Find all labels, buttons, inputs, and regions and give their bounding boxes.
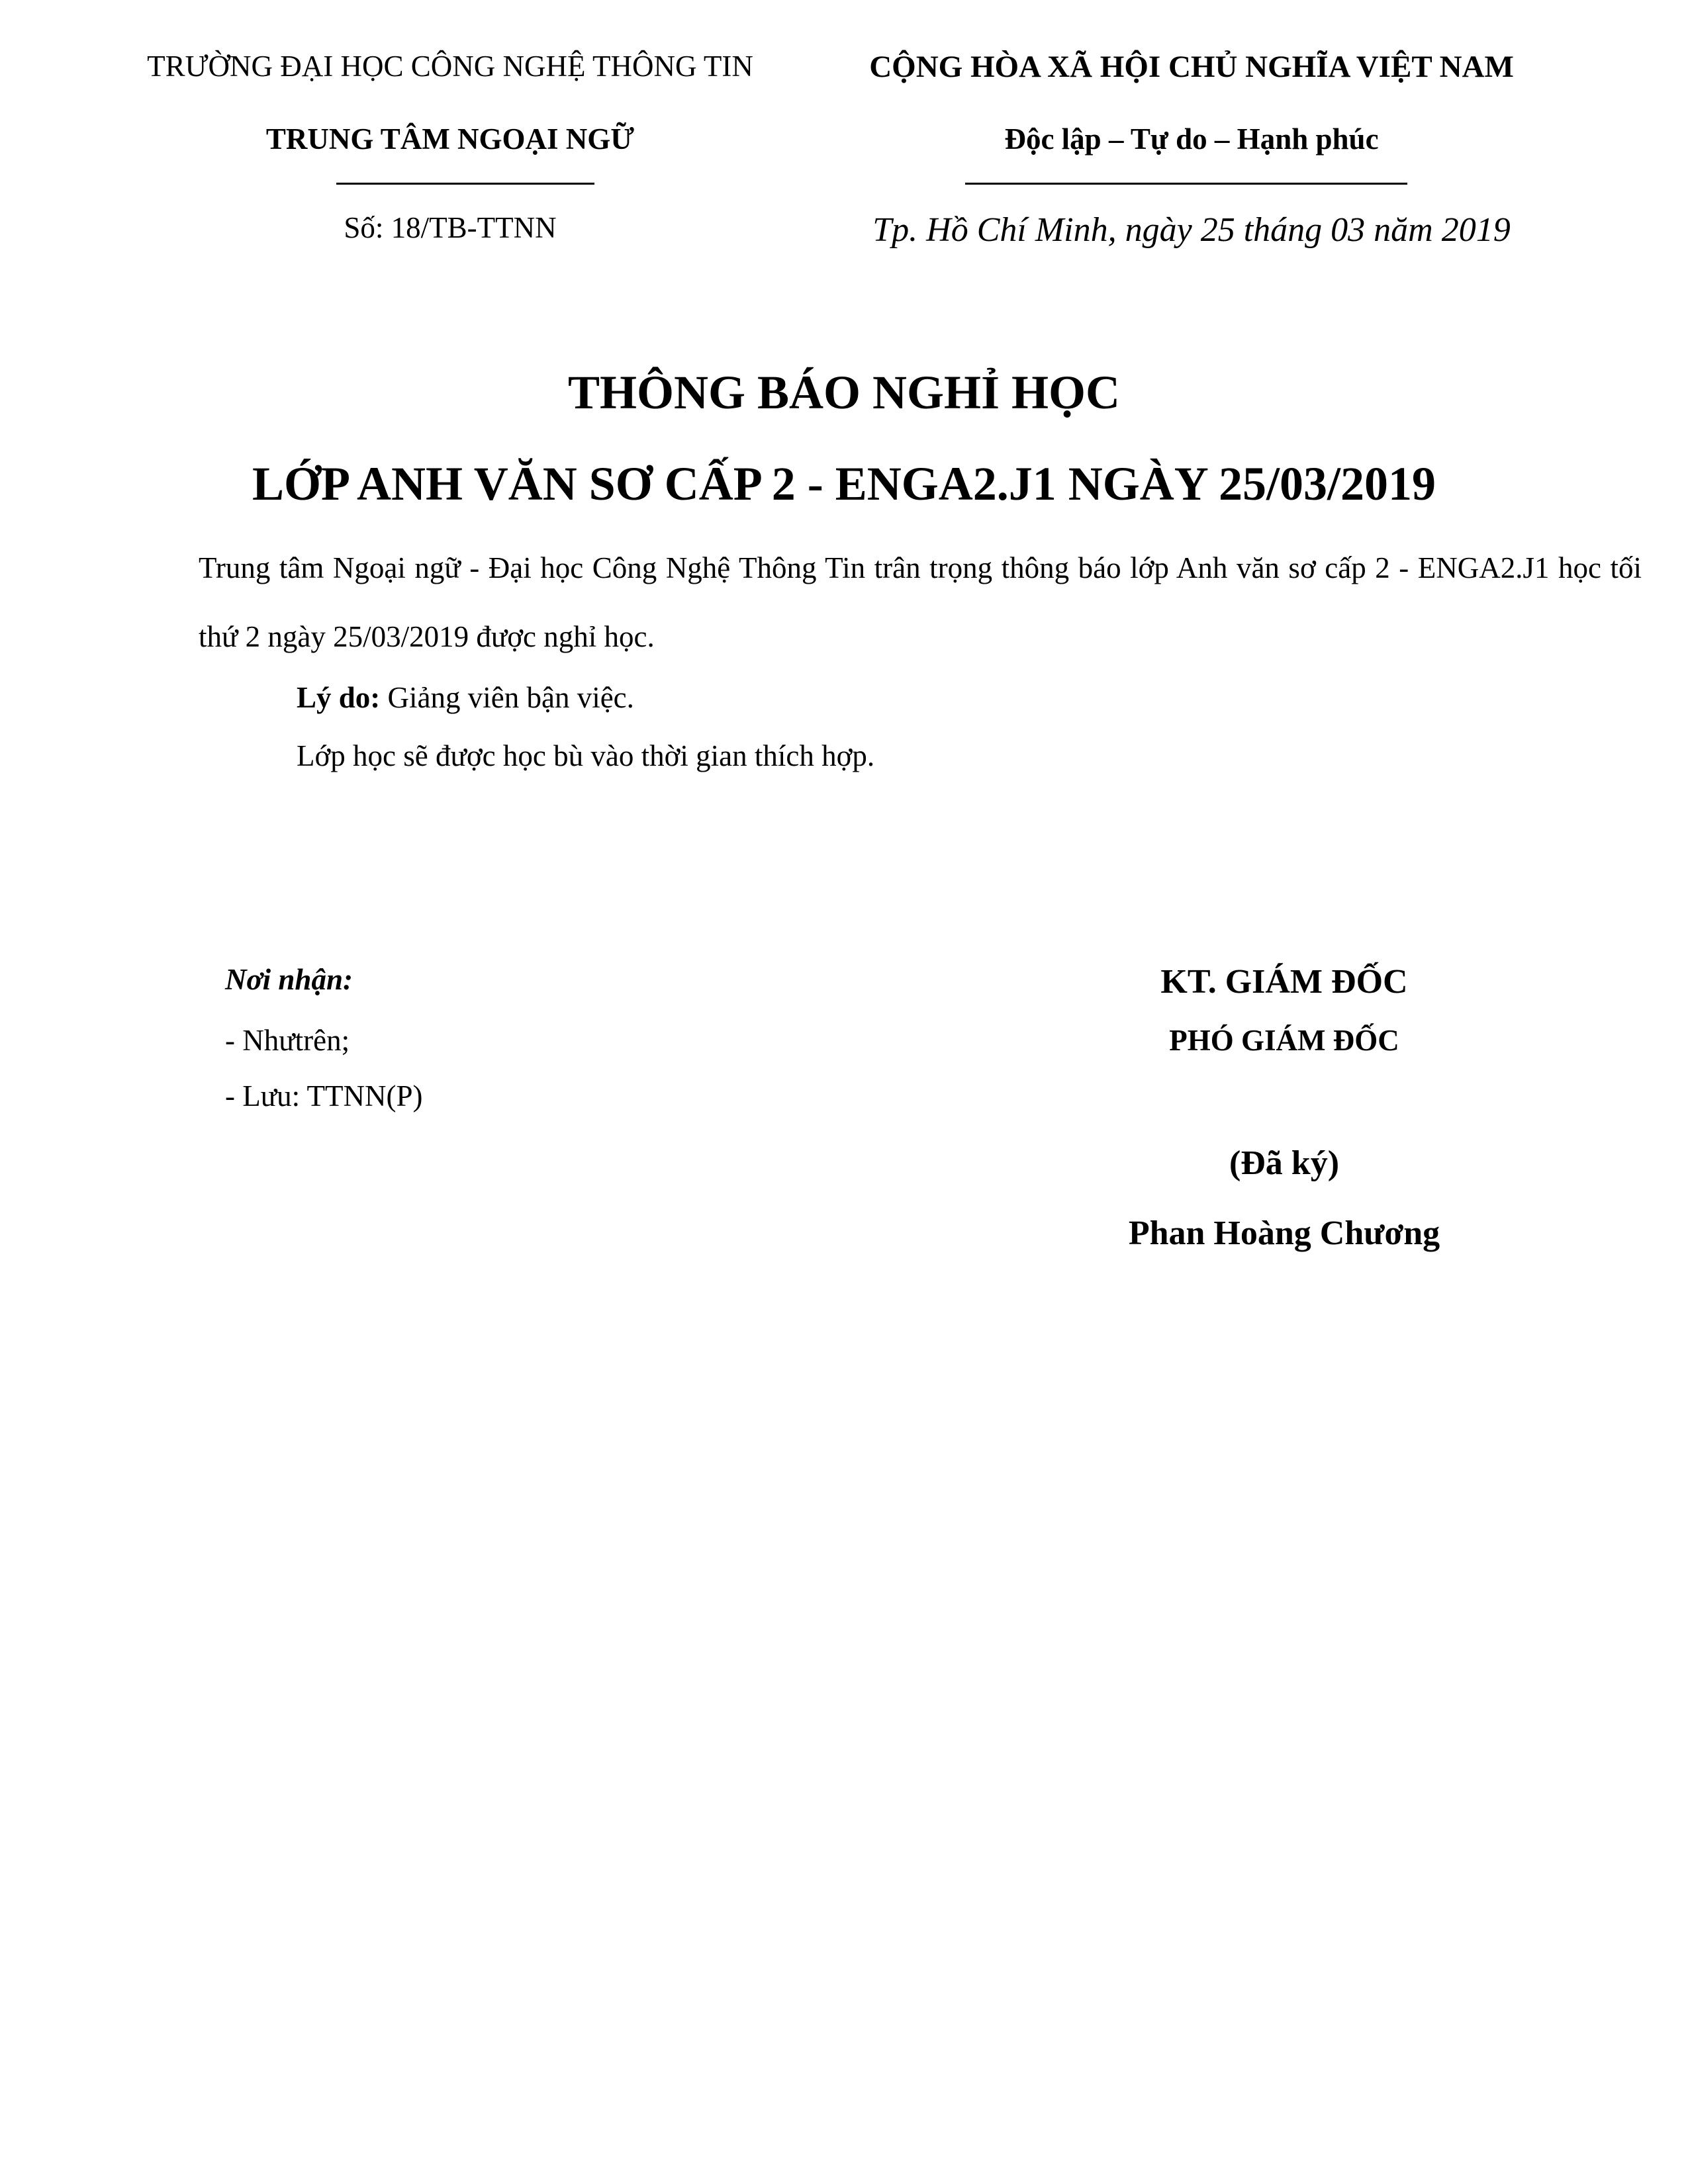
reason-line — [297, 680, 634, 715]
document-title: THÔNG BÁO NGHỈ HỌC — [567, 366, 1121, 419]
school-name: TRƯỜNG ĐẠI HỌC CÔNG NGHỆ THÔNG TIN — [147, 50, 753, 83]
signature-status: (Đã ký) — [1229, 1144, 1340, 1182]
recipient-item: - Nhưtrên; — [225, 1024, 350, 1057]
center-name: TRUNG TÂM NGOẠI NGỮ — [265, 122, 635, 156]
signer-title-secondary: PHÓ GIÁM ĐỐC — [1169, 1024, 1399, 1057]
org-underline-divider — [336, 183, 594, 185]
makeup-notice: Lớp học sẽ được học bù vào thời gian thích hợp. — [297, 739, 875, 772]
recipient-item: - Lưu: TTNN(P) — [225, 1079, 423, 1113]
document-number: Số: 18/TB-TTNN — [344, 211, 557, 244]
signer-name: Phan Hoàng Chương — [1128, 1214, 1440, 1252]
signer-title-primary: KT. GIÁM ĐỐC — [1160, 963, 1408, 1001]
nation-name: CỘNG HÒA XÃ HỘI CHỦ NGHĨA VIỆT NAM — [869, 50, 1514, 84]
reason-label: Lý do: — [297, 681, 381, 714]
motto-underline-divider — [965, 183, 1407, 185]
recipients-label: Nơi nhận: — [225, 963, 353, 996]
reason-text: Giảng viên bận việc. — [380, 681, 634, 714]
body-paragraph: Trung tâm Ngoại ngữ - Đại học Công Nghệ Thông Tin trân trọng thông báo lớp Anh văn sơ cấp 2 - ENGA2.J1 học tối thứ 2 ngày 25/03/2019 được nghỉ học. — [199, 551, 1642, 653]
document-subtitle: LỚP ANH VĂN SƠ CẤP 2 - ENGA2.J1 NGÀY 25/03/2019 — [252, 457, 1436, 510]
nation-motto: Độc lập – Tự do – Hạnh phúc — [1004, 122, 1379, 156]
place-and-date: Tp. Hồ Chí Minh, ngày 25 tháng 03 năm 2019 — [872, 211, 1511, 249]
